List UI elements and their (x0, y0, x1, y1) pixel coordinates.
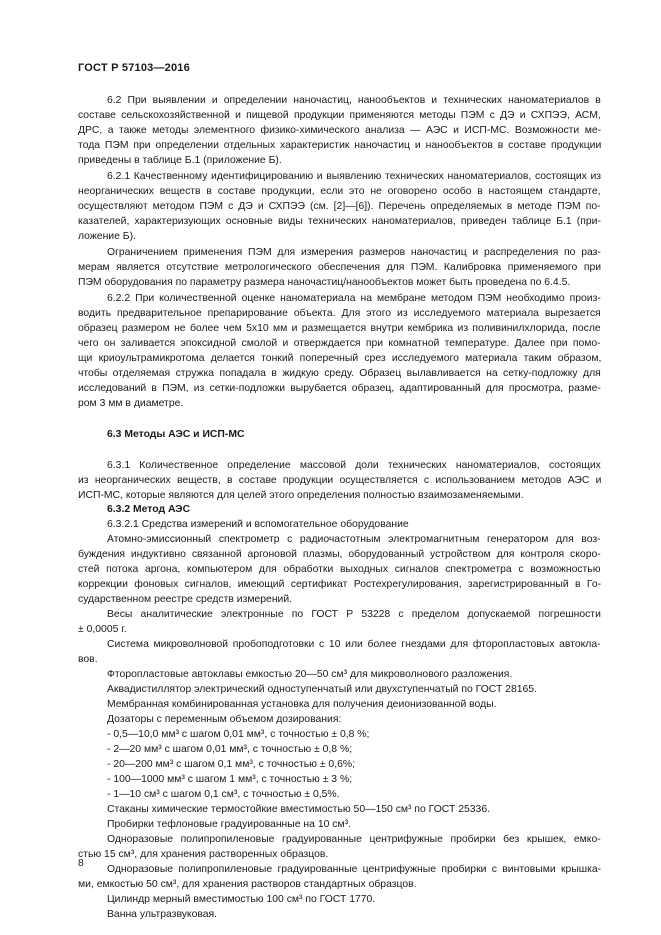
text-line: - 1—10 см³ с шагом 0,1 см³, с точностью ± 0,5%. (107, 789, 340, 800)
text-line: Цилиндр мерный вместимостью 100 см³ по ГОСТ 1770. (107, 894, 376, 905)
text-line: ИСП-МС, которые являются для целей этого определения полностью взаимозаменяемыми. (78, 490, 524, 501)
text-line: ПЭМ оборудования по параметру размера наночастиц/нанообъектов может быть проведена по 6.4.5. (78, 277, 571, 288)
text-line: 6.2 При выявлении и определении наночастиц, нанообъектов и технических наноматериалов в (107, 95, 601, 106)
text-line: 6.2.2 При количественной оценке наноматериала на мембране методом ПЭМ необходимо произ- (107, 293, 601, 304)
text-line: - 0,5—10,0 мм³ с шагом 0,01 мм³, с точностью ± 0,8 %; (107, 729, 370, 740)
text-line: мерам является отсутствие метрологического обеспечения для ПЭМ. Калибровка применяемого при (78, 262, 602, 273)
text-line: неорганических веществ в составе продукции, если это не оговорено особо в настоящем стандарте, (78, 186, 601, 197)
text-line: 6.2.1 Качественному идентифицированию и выявлению технических наноматериалов, состоящих из (107, 171, 602, 182)
text-line: коррекции фоновых сигналов, имеющий сертификат Ростехрегулирования, зарегистрированный в Го- (78, 579, 602, 590)
text-line: Стаканы химические термостойкие вместимостью 50—150 см³ по ГОСТ 25336. (107, 804, 490, 815)
text-line: ми, емкостью 50 см³, для хранения растворов стандартных образцов. (78, 879, 417, 890)
text-line: ложение Б). (78, 231, 136, 242)
text-line: Ограничением применения ПЭМ для измерения размеров наночастиц и распределения по раз- (107, 247, 601, 258)
text-line: сударственном реестре средств измерений. (78, 594, 293, 605)
text-line: осуществляют методом ПЭМ с ДЭ и СХПЭЭ (см. [2]—[6]). Перечень определяемых в методе ПЭМ по- (78, 201, 601, 212)
text-line: Аквадистиллятор электрический одноступенчатый или двухступенчатый по ГОСТ 28165. (107, 684, 537, 695)
text-line: Пробирки тефлоновые градуированные на 10 см³. (107, 819, 351, 830)
text-line: чего он заливается эпоксидной смолой и отверждается при комнатной температуре. Далее при помо- (78, 338, 601, 349)
text-line: - 100—1000 мм³ с шагом 1 мм³, с точностью ± 3 %; (107, 774, 353, 785)
text-line: Одноразовые полипропиленовые градуированные центрифужные пробирки без крышек, емко- (107, 834, 601, 845)
page-number: 8 (78, 858, 84, 869)
text-line: вов. (78, 654, 98, 665)
text-line: ром 3 мм в диаметре. (78, 398, 184, 409)
text-line: казателей, характеризующих основные виды технических наноматериалов, приведен таблице Б.1 (при- (78, 216, 601, 227)
text-line: стью 15 см³, для хранения растворенных образцов. (78, 849, 329, 860)
text-line: - 2—20 мм³ с шагом 0,01 мм³, с точностью ± 0,8 %; (107, 744, 353, 755)
text-line: 6.3.1 Количественное определение массовой доли технических наноматериалов, состоящих (107, 460, 601, 471)
text-line: Атомно-эмиссионный спектрометр с радиочастотным электромагнитным генератором для воз- (107, 534, 601, 545)
text-line: Мембранная комбинированная установка для получения деионизованной воды. (107, 699, 497, 710)
text-line: стей потока аргона, компьютером для обработки выходных сигналов спектрометра с возможностью (78, 564, 601, 575)
text-line: буждения индуктивно связанной аргоновой плазмы, оборудованный устройством для контроля скоро- (78, 549, 601, 560)
section-heading: 6.3.2 Метод АЭС (107, 504, 191, 515)
text-line: Дозаторы с переменным объемом дозирования: (107, 714, 342, 725)
text-line: чтобы отделяемая стружка попадала в жидкую среду. Образец вылавливается на сетку-подложку для (78, 368, 601, 379)
text-line: щи криоультрамикротома делается тонкий поперечный срез исследуемого материала таким образом, (78, 353, 602, 364)
text-line: из неорганических веществ, в составе продукции осуществляется с использованием методов АЭС и (78, 475, 602, 486)
text-line: приведены в таблице Б.1 (приложение Б). (78, 155, 282, 166)
text-line: Фторопластовые автоклавы емкостью 20—50 см³ для микроволнового разложения. (107, 669, 513, 680)
document-header: ГОСТ Р 57103—2016 (78, 62, 190, 74)
text-line: ± 0,0005 г. (78, 624, 127, 635)
text-line: Система микроволновой пробоподготовки с 10 или более гнездами для фторопластовых автокла- (107, 639, 601, 650)
text-line: тода ПЭМ при определении отдельных характеристик наночастиц и нанообъектов в составе продукции (78, 140, 602, 151)
section-heading: 6.3 Методы АЭС и ИСП-МС (107, 429, 245, 440)
text-line: водить предварительное препарирование объекта. Для этого из исследуемого материала вырезается (78, 308, 601, 319)
text-line: Ванна ультразвуковая. (107, 909, 218, 920)
text-line: - 20—200 мм³ с шагом 0,1 мм³, с точностью ± 0,6%; (107, 759, 355, 770)
text-line: образец размером не более чем 5х10 мм и размещается внутри кембрика из поливинилхлорида, после (78, 323, 601, 334)
text-line: Весы аналитические электронные по ГОСТ Р 53228 с пределом допускаемой погрешности (107, 609, 601, 620)
text-line: 6.3.2.1 Средства измерений и вспомогательное оборудование (107, 519, 409, 530)
text-line: исследований в ПЭМ, из сетки-подложки вырубается образец, адаптированный для просмотра, разме- (78, 383, 601, 394)
text-line: составе сельскохозяйственной и пищевой продукции применяются методы ПЭМ с ДЭ и СХПЭЭ, АСМ, (78, 110, 601, 121)
text-line: Одноразовые полипропиленовые градуированные центрифужные пробирки с винтовыми крышка- (107, 864, 602, 875)
text-line: ДРС, а также методы элементного физико-химического анализа — АЭС и ИСП-МС. Возможности ме- (78, 125, 602, 136)
